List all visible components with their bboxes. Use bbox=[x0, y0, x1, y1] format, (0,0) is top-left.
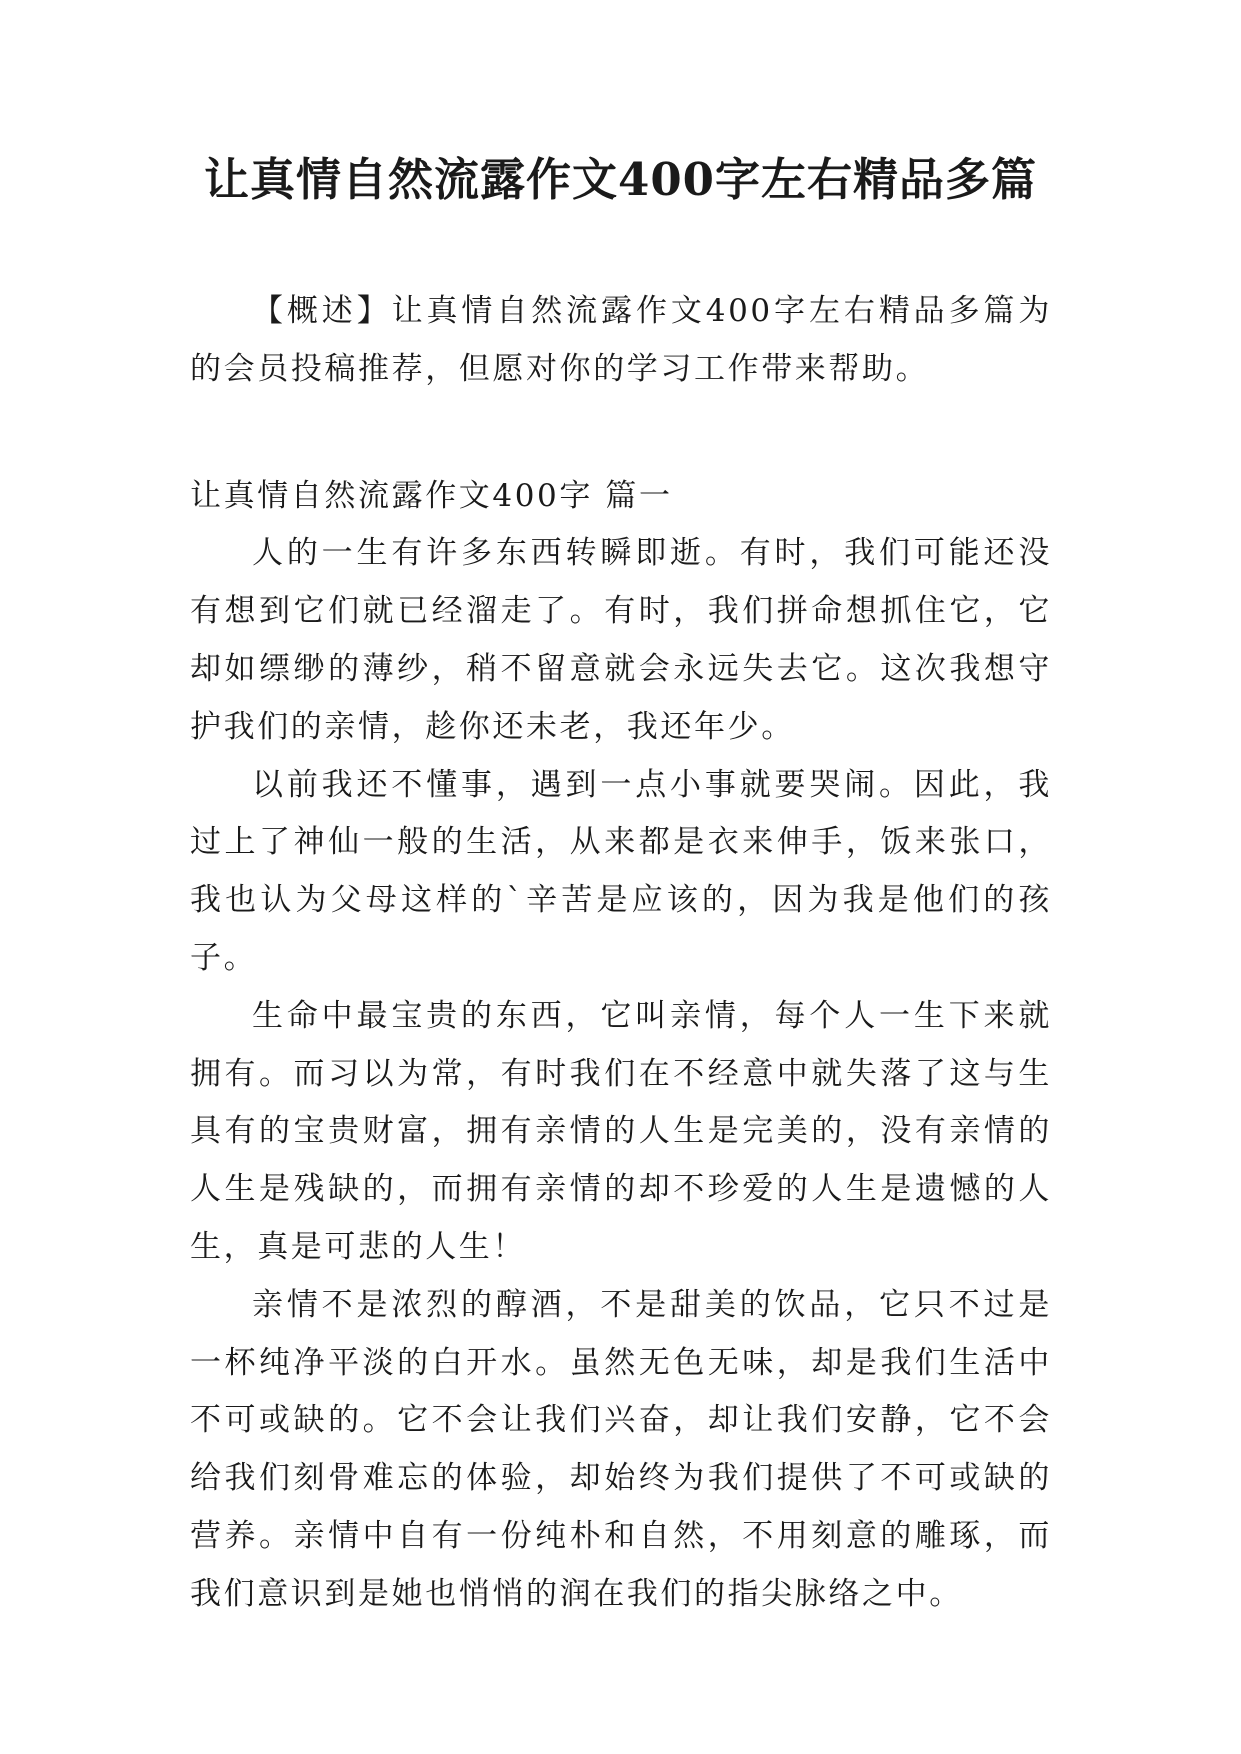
summary-paragraph: 【概述】让真情自然流露作文400字左右精品多篇为的会员投稿推荐，但愿对你的学习工作带来帮助。 bbox=[190, 293, 1052, 387]
body-paragraph: 人的一生有许多东西转瞬即逝。有时，我们可能还没有想到它们就已经溜走了。有时，我们拼命想抓住它，它却如缥缈的薄纱，稍不留意就会永远失去它。这次我想守护我们的亲情，趁你还未老，我还年少。 bbox=[190, 535, 1052, 745]
section-heading: 让真情自然流露作文400字 篇一 bbox=[190, 477, 673, 514]
document-title: 让真情自然流露作文400字左右精品多篇 bbox=[204, 153, 1037, 206]
body-paragraph: 亲情不是浓烈的醇酒，不是甜美的饮品，它只不过是一杯纯净平淡的白开水。虽然无色无味，却是我们生活中不可或缺的。它不会让我们兴奋，却让我们安静，它不会给我们刻骨难忘的体验，却始终为我们提供了不可或缺的营养。亲情中自有一份纯朴和自然，不用刻意的雕琢，而我们意识到是她也悄悄的润在我们的指尖脉络之中。 bbox=[190, 1286, 1052, 1612]
body-paragraph: 以前我还不懂事，遇到一点小事就要哭闹。因此，我过上了神仙一般的生活，从来都是衣来伸手，饭来张口，我也认为父母这样的`辛苦是应该的，因为我是他们的孩子。 bbox=[190, 766, 1052, 976]
document-body bbox=[190, 283, 1052, 1624]
body-paragraph: 生命中最宝贵的东西，它叫亲情，每个人一生下来就拥有。而习以为常，有时我们在不经意中就失落了这与生具有的宝贵财富，拥有亲情的人生是完美的，没有亲情的人生是残缺的，而拥有亲情的却不珍爱的人生是遗憾的人生，真是可悲的人生！ bbox=[190, 997, 1052, 1265]
